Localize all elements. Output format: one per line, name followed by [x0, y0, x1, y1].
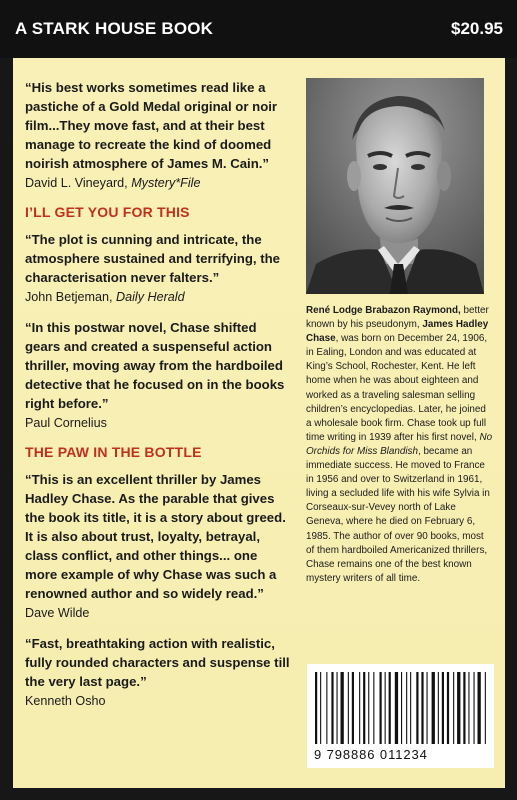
- bio-novel-title: No Orchids for Miss Blandish: [306, 431, 493, 457]
- review-author: Paul Cornelius: [25, 416, 107, 430]
- barcode-bar: [373, 672, 374, 744]
- barcode-bar: [389, 672, 391, 744]
- review-author: Dave Wilde: [25, 606, 90, 620]
- section-title: THE PAW IN THE BOTTLE: [25, 444, 202, 460]
- price-label: $20.95: [451, 19, 503, 38]
- barcode-bar: [331, 672, 333, 744]
- barcode-bar: [442, 672, 444, 744]
- barcode-bar: [406, 672, 407, 744]
- review-block: [25, 634, 293, 710]
- author-portrait-image: [306, 78, 484, 294]
- barcode-bar: [432, 672, 435, 744]
- review-quote: “In this postwar novel, Chase shifted gears and created a suspenseful action thriller, moving away from the hardboiled detective that he focused on in the books right before.”: [25, 320, 285, 411]
- review-attribution: [25, 288, 293, 306]
- review-quote: “Fast, breathtaking action with realistic, fully rounded characters and suspense till the very last page.”: [25, 636, 290, 689]
- publisher-brand: A STARK HOUSE BOOK: [15, 19, 214, 38]
- bio-text: , was born on December 24, 1906, in Ealing, London and was educated at King’s School, Rochester, Kent. He left home when he was about eighteen and worked as a traveling salesman selling children’s encyclopedias. Later, he joined a wholesale book firm. Chase took up full time writing in 1939 after his first novel,: [306, 333, 488, 443]
- barcode-bars: [307, 668, 494, 748]
- review-block: [25, 318, 293, 432]
- section-title: I’LL GET YOU FOR THIS: [25, 204, 190, 220]
- barcode-bar: [438, 672, 439, 744]
- review-source: Daily Herald: [116, 290, 185, 304]
- review-author: David L. Vineyard,: [25, 176, 132, 190]
- review-block: [25, 470, 293, 622]
- bio-text: , became an immediate success. He moved to France in 1956 and over to Switzerland in 1961, living a secluded life with his wife Sylvia in Corseaux-sur-Vevey north of Lake Geneva, where he died on February 6, 1985. The author of over 90 books, most of them hardboiled Americanized thrillers, Chase remains one of the best known mystery writers of all time.: [306, 445, 490, 584]
- barcode-bar: [401, 672, 402, 744]
- barcode-bar: [320, 672, 321, 744]
- barcode-bar: [348, 672, 349, 744]
- review-quote: “His best works sometimes read like a pastiche of a Gold Medal original or noir film...They move fast, and at their best manage to recreate the kind of doomed noirish atmosphere of James M. Cain.”: [25, 80, 278, 171]
- barcode-bar: [427, 672, 428, 744]
- barcode-bar: [315, 672, 317, 744]
- author-bio: [306, 304, 494, 586]
- barcode-bar: [352, 672, 354, 744]
- barcode-bar: [416, 672, 418, 744]
- barcode-bar: [457, 672, 460, 744]
- barcode-bar: [337, 672, 338, 744]
- review-block: [25, 78, 293, 192]
- barcode-bar: [380, 672, 382, 744]
- barcode-bar: [410, 672, 411, 744]
- barcode-bar: [368, 672, 369, 744]
- review-source: Mystery*File: [131, 176, 201, 190]
- review-block: [25, 230, 293, 306]
- header-bar: [0, 0, 517, 58]
- reviews-column: [25, 78, 293, 722]
- review-attribution: [25, 174, 293, 192]
- barcode-bar: [468, 672, 469, 744]
- barcode-bar: [453, 672, 454, 744]
- author-photo: [306, 78, 484, 294]
- review-author: John Betjeman,: [25, 290, 117, 304]
- barcode-bar: [474, 672, 475, 744]
- barcode-bar: [326, 672, 327, 744]
- barcode-bar: [341, 672, 344, 744]
- barcode-bar: [363, 672, 365, 744]
- barcode-bar: [395, 672, 398, 744]
- barcode-bar: [385, 672, 386, 744]
- bio-text: better known by his pseudonym,: [306, 305, 489, 331]
- barcode-bar: [485, 672, 486, 744]
- barcode-bar: [478, 672, 481, 744]
- review-quote: “This is an excellent thriller by James Hadley Chase. As the parable that gives the book its title, it is a story about greed. It is also about trust, loyalty, betrayal, class conflict, and other things... one more example of why Chase was such a renowned author and so widely read.”: [25, 472, 286, 601]
- bio-real-name: René Lodge Brabazon Raymond,: [306, 305, 461, 316]
- barcode-bar: [359, 672, 360, 744]
- bio-pen-name: James Hadley Chase: [306, 319, 489, 345]
- isbn-digits: 9 798886 011234: [314, 747, 428, 762]
- barcode-bar: [463, 672, 465, 744]
- review-quote: “The plot is cunning and intricate, the atmosphere sustained and terrifying, the characterisation never falters.”: [25, 232, 281, 285]
- review-author: Kenneth Osho: [25, 694, 106, 708]
- barcode-bar: [447, 672, 449, 744]
- barcode-bar: [421, 672, 423, 744]
